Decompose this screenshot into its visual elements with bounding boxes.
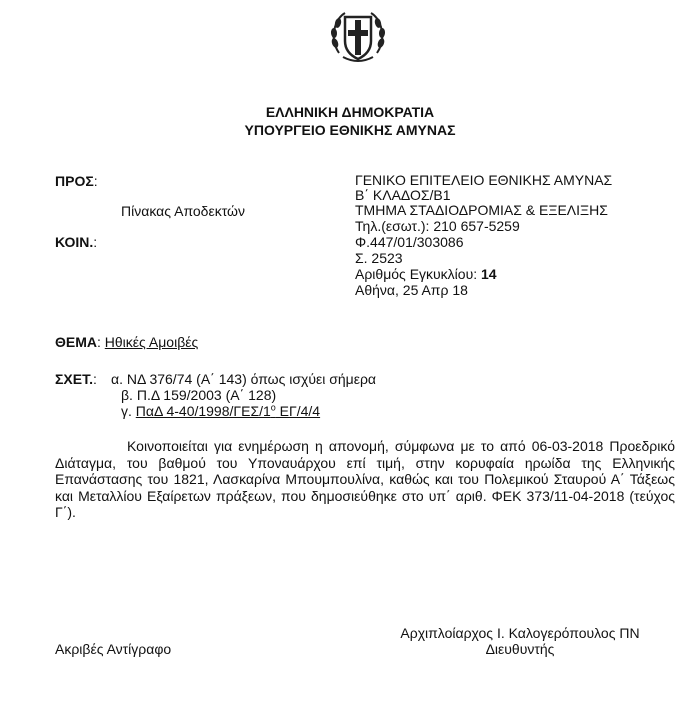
sender-line1: ΓΕΝΙΚΟ ΕΠΙΤΕΛΕΙΟ ΕΘΝΙΚΗΣ ΑΜΥΝΑΣ xyxy=(355,172,613,188)
reference-item-prefix: γ. xyxy=(121,403,136,419)
country-heading: ΕΛΛΗΝΙΚΗ ΔΗΜΟΚΡΑΤΙΑ xyxy=(265,104,435,120)
to-label: ΠΡΟΣ xyxy=(55,173,94,189)
to-line: ΠΡΟΣ: xyxy=(55,173,98,189)
sender-phone: Τηλ.(εσωτ.): 210 657-5259 xyxy=(355,218,520,234)
reference-item xyxy=(121,403,320,419)
greek-coat-of-arms-icon xyxy=(329,7,387,67)
subject-value: Ηθικές Αμοιβές xyxy=(104,334,199,350)
sender-line3: ΤΜΗΜΑ ΣΤΑΔΙΟΔΡΟΜΙΑΣ & ΕΞΕΛΙΞΗΣ xyxy=(355,202,608,218)
circular-number-line xyxy=(355,266,497,282)
to-value: Πίνακας Αποδεκτών xyxy=(121,203,245,219)
signatory-role: Διευθυντής xyxy=(485,641,555,657)
reference-item: α. ΝΔ 376/74 (Α΄ 143) όπως ισχύει σήμερα xyxy=(111,371,377,387)
ministry-heading: ΥΠΟΥΡΓΕΙΟ ΕΘΝΙΚΗΣ ΑΜΥΝΑΣ xyxy=(244,122,456,138)
references-label-line: ΣΧΕΤ.: xyxy=(55,371,97,387)
body-paragraph xyxy=(55,438,675,521)
references-label: ΣΧΕΤ. xyxy=(55,371,93,387)
sender-line2: Β΄ ΚΛΑΔΟΣ/Β1 xyxy=(355,187,451,203)
body-paragraph-text: Κοινοποιείται για ενημέρωση η απονομή, σύμφωνα με το από 06-03-2018 Προεδρικό Διάταγμα, του βαθμού του Υποναυάρχου επί τιμή, στην κορυφαία ηρωίδα της Ελληνικής Επανάστασης του 1821, Λασκαρίνα Μπουμπουλίνα, καθώς και του Πολεμικού Σταυρού Α΄ Τάξεως και Μεταλλίου Εξαίρετων πράξεων, που δημοσιεύθηκε στο υπ΄ αριθ. ΦΕΚ 373/11-04-2018 (τεύχος Γ΄). xyxy=(55,438,675,520)
subject-label: ΘΕΜΑ xyxy=(55,334,97,350)
s-number: Σ. 2523 xyxy=(355,250,403,266)
file-number: Φ.447/01/303086 xyxy=(355,234,464,250)
subject-line: ΘΕΜΑ: Ηθικές Αμοιβές xyxy=(55,334,199,350)
place-date: Αθήνα, 25 Απρ 18 xyxy=(355,282,468,298)
certified-copy-label: Ακριβές Αντίγραφο xyxy=(55,641,172,657)
signatory-name: Αρχιπλοίαρχος Ι. Καλογερόπουλος ΠΝ xyxy=(400,625,640,641)
reference-item-underlined: ΠαΔ $4-40/1998/\Gamma E\Sigma/1^o$ ΕΓ/4/4 xyxy=(135,402,321,419)
circular-label: Αριθμός Εγκυκλίου: xyxy=(355,266,482,282)
reference-item: β. Π.Δ 159/2003 (Α΄ 128) xyxy=(121,387,277,403)
cc-label: ΚΟΙΝ. xyxy=(55,234,94,250)
cc-line: ΚΟΙΝ.: xyxy=(55,234,98,250)
circular-number: 14 xyxy=(481,266,497,282)
